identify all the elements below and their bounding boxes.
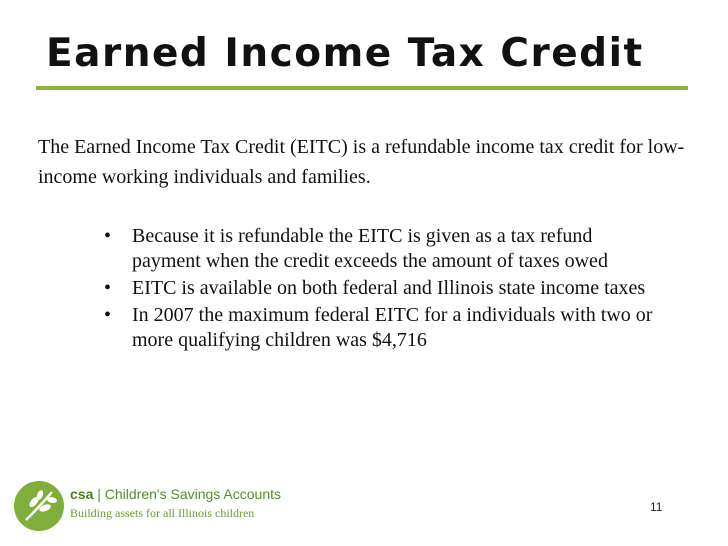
- bullet-list: [96, 224, 656, 355]
- bullet-text: Because it is refundable the EITC is given as a tax refund payment when the credit exceeds the amount of taxes owed: [132, 225, 608, 272]
- bullet-marker: •: [104, 304, 112, 326]
- logo-org-name: Children's Savings Accounts: [104, 486, 281, 502]
- logo-tagline: Building assets for all Illinois children: [70, 506, 255, 520]
- csa-logo: [12, 478, 281, 534]
- slide-title: Earned Income Tax Credit: [46, 31, 644, 76]
- intro-paragraph: The Earned Income Tax Credit (EITC) is a refundable income tax credit for low-income working individuals and families.: [38, 136, 685, 188]
- logo-abbr: csa: [70, 486, 94, 502]
- list-item: [96, 276, 656, 301]
- page-number: 11: [650, 500, 663, 514]
- logo-separator: |: [97, 486, 101, 502]
- bullet-text: EITC is available on both federal and Illinois state income taxes: [132, 277, 646, 299]
- list-item: [96, 224, 656, 274]
- list-item: [96, 303, 656, 353]
- bullet-text: In 2007 the maximum federal EITC for a individuals with two or more qualifying children was $4,716: [132, 304, 653, 351]
- logo-name: [70, 486, 281, 502]
- bullet-marker: •: [104, 277, 112, 299]
- title-divider: [36, 86, 688, 90]
- leaf-branch-icon: [12, 478, 66, 534]
- bullet-marker: •: [104, 225, 112, 247]
